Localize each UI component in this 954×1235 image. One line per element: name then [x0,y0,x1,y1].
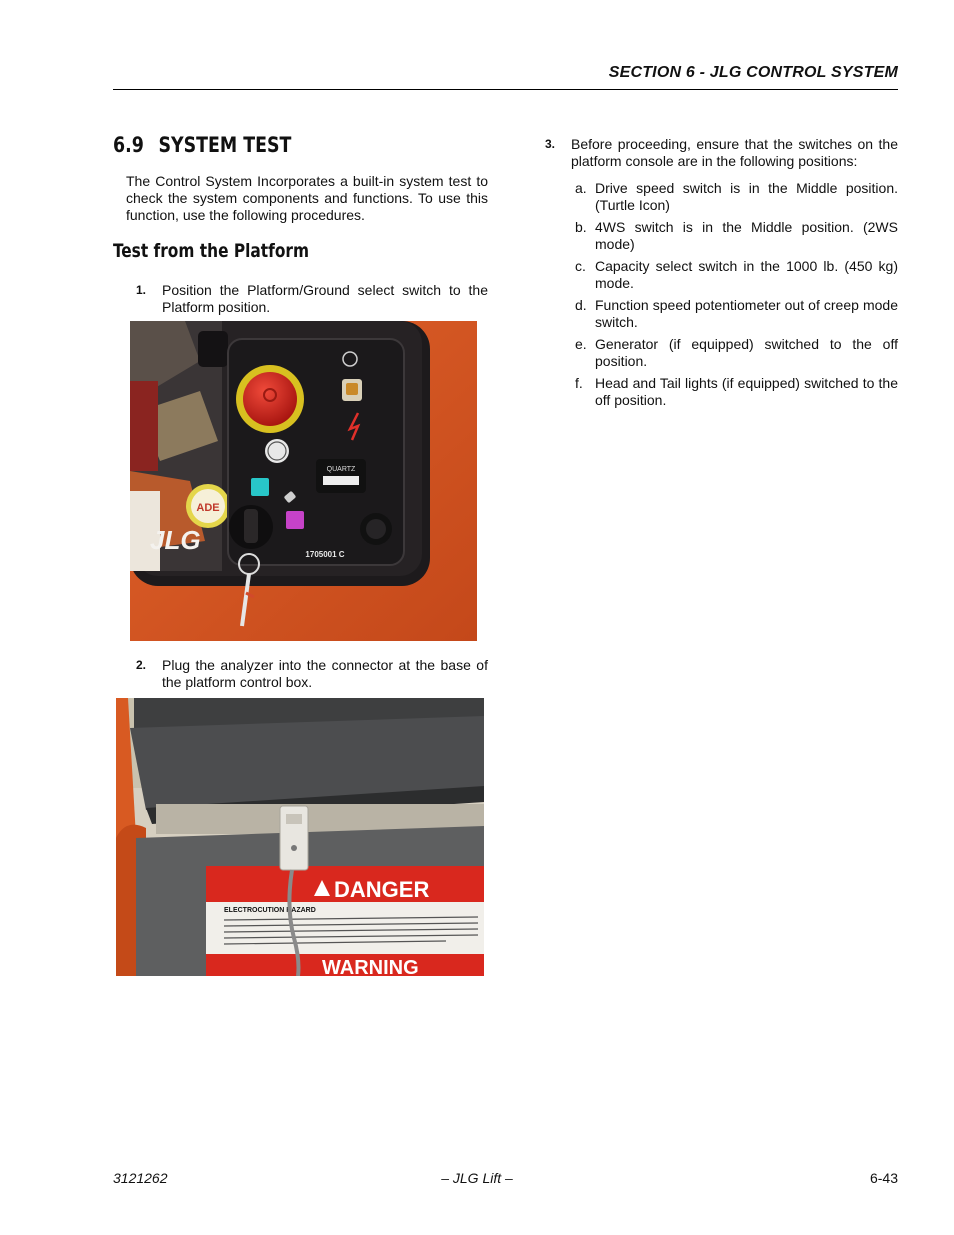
substep-text: Head and Tail lights (if equipped) switched to the off position. [595,375,898,408]
step-number: 1. [136,283,147,297]
jlg-logo: JLG [150,525,201,555]
warning-label: WARNING [322,957,419,976]
substep-d [575,297,898,331]
substep-text: Generator (if equipped) switched to the off position. [595,336,898,369]
footer-page-number: 6-43 [869,1170,898,1186]
substep-text: Capacity select switch in the 1000 lb. (450 kg) mode. [595,258,898,291]
platform-console-illustration [130,321,477,641]
substep-e [575,336,898,370]
step-text: Plug the analyzer into the connector at the base of the platform control box. [162,657,488,690]
step-3 [545,136,898,170]
section-number: 6.9 [113,133,144,157]
part-number-label: 1705001 C [305,550,345,559]
substep-letter: c. [575,258,586,274]
danger-label: DANGER [334,877,430,902]
section-header: SECTION 6 - JLG CONTROL SYSTEM [608,64,898,81]
step-text: Before proceeding, ensure that the switches on the platform console are in the following positions: [571,136,898,169]
substep-b [575,219,898,253]
step-text: Position the Platform/Ground select switch to the Platform position. [162,282,488,315]
intro-paragraph: The Control System Incorporates a built-in system test to check the system components and functions. To use this function, use the following procedures. [126,173,488,223]
substep-letter: d. [575,297,587,313]
hourmeter-label: QUARTZ [326,466,356,473]
step-2 [136,657,488,691]
substep-letter: e. [575,336,587,352]
footer-doc-number: 3121262 [113,1170,168,1186]
platform-console-photo [130,321,477,641]
substep-text: Drive speed switch is in the Middle position. (Turtle Icon) [595,180,898,213]
electrocution-hazard-label: ELECTROCUTION HAZARD [224,907,316,914]
substep-f [575,375,898,409]
section-title [113,133,291,157]
substep-letter: a. [575,180,587,196]
substep-letter: f. [575,375,583,391]
substep-text: 4WS switch is in the Middle position. (2WS mode) [595,219,898,252]
substep-c [575,258,898,292]
analyzer-connector-illustration [116,698,484,976]
header-rule [113,89,898,90]
analyzer-connector-photo [116,698,484,976]
step-number: 2. [136,658,147,672]
step-number: 3. [545,137,556,151]
substep-text: Function speed potentiometer out of creep mode switch. [595,297,898,330]
subheading: Test from the Platform [113,240,310,262]
section-title-text: SYSTEM TEST [158,133,292,157]
substep-a [575,180,898,214]
substep-letter: b. [575,219,587,235]
ade-badge: ADE [196,502,220,514]
step-1 [136,282,488,316]
footer-title: – JLG Lift – [441,1170,513,1186]
